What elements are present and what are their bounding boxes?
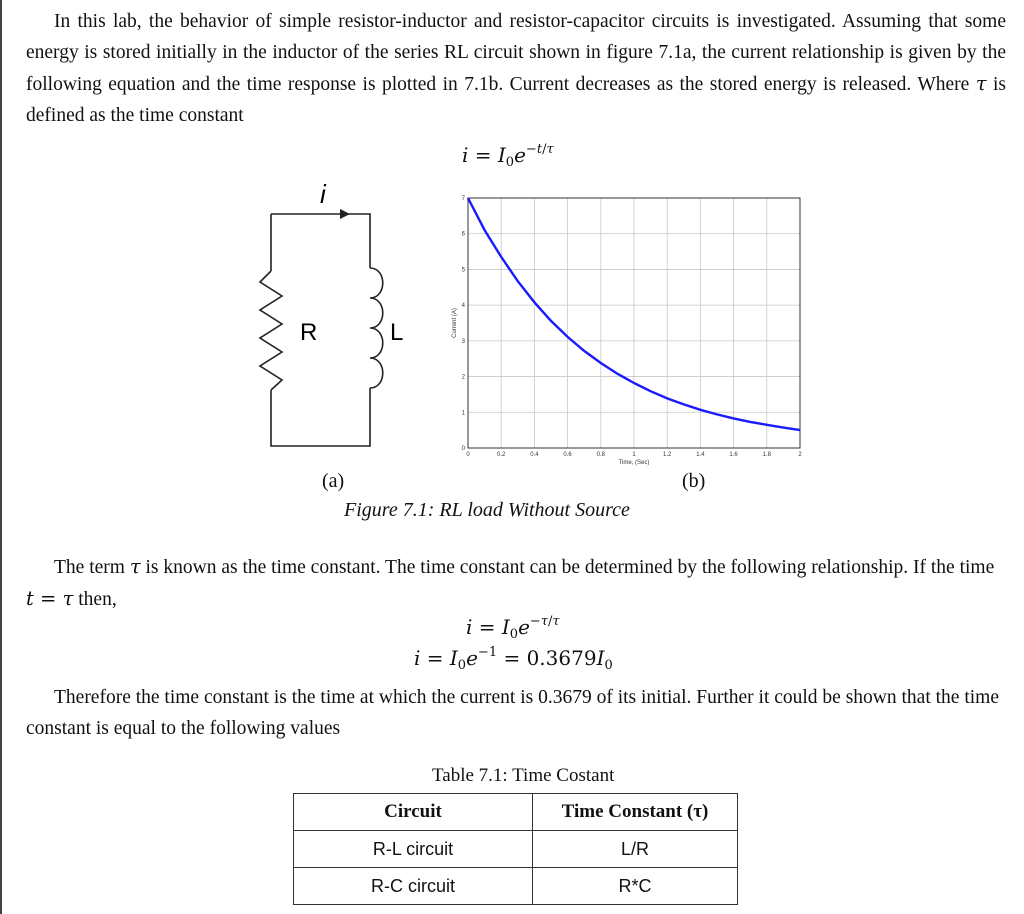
tau-symbol: τ xyxy=(129,555,141,578)
y-tick-label: 0 xyxy=(461,446,465,452)
cell-rc-value: R*C xyxy=(533,868,738,905)
x-tick-label: 1.6 xyxy=(729,452,738,458)
x-tick-label: 0.2 xyxy=(497,452,506,458)
decay-value: 0.3679 xyxy=(526,646,597,670)
page-left-border xyxy=(0,0,2,914)
x-tick-label: 0 xyxy=(466,452,470,458)
y-tick-label: 7 xyxy=(461,196,465,202)
equation-2: $i = I_0e^{-\tau/\tau}$ xyxy=(466,614,560,642)
figure-caption: Figure 7.1: RL load Without Source xyxy=(344,499,630,521)
intro-paragraph xyxy=(26,6,1006,131)
y-tick-label: 1 xyxy=(461,410,465,417)
resistor-zigzag xyxy=(260,271,282,390)
cell-rl-value: L/R xyxy=(533,831,738,868)
intro-text-end: is defined as the time constant xyxy=(26,74,1007,126)
x-tick-label: 1.4 xyxy=(696,452,705,458)
table-caption: Table 7.1: Time Costant xyxy=(432,765,615,786)
header-time-constant: Time Constant (τ) xyxy=(533,794,738,831)
header-circuit: Circuit xyxy=(294,794,533,831)
y-axis-label: Current (A) xyxy=(452,308,458,338)
x-tick-label: 1.8 xyxy=(762,452,771,458)
x-tick-label: 0.4 xyxy=(530,452,539,458)
inductor-label: L xyxy=(390,319,404,346)
y-tick-label: 3 xyxy=(461,338,465,345)
time-constant-paragraph xyxy=(26,551,1006,615)
y-tick-label: 4 xyxy=(461,303,465,310)
intro-text: In this lab, the behavior of simple resistor-inductor and resistor-capacitor circuits is investigated. Assuming that some energy is stored initially in the inductor of the series RL circuit shown in figure 7.1a, the current relationship is given by the following equation and the time response is plotted in 7.1b. Current decreases as the stored energy is released. Where xyxy=(26,11,1006,95)
cell-rl-circuit: R-L circuit xyxy=(294,831,533,868)
y-tick-label: 5 xyxy=(461,267,465,274)
x-axis-label: Time, (Sec) xyxy=(618,460,650,466)
x-tick-label: 1 xyxy=(632,452,636,458)
p2-text-mid: is known as the time constant. The time constant can be determined by the following relationship. If the time xyxy=(145,557,995,578)
inductor-coil xyxy=(370,268,383,388)
time-constant-table xyxy=(293,793,738,905)
cell-rc-circuit: R-C circuit xyxy=(294,868,533,905)
conclusion-paragraph: Therefore the time constant is the time at which the current is 0.3679 of its initial. Further it could be shown that the time constant is equal to the following values xyxy=(26,687,999,739)
p2-text-end: then, xyxy=(78,589,117,610)
equation-1: $i = I_0e^{-t/\tau}$ xyxy=(462,142,554,170)
table-row xyxy=(294,868,738,905)
table-row xyxy=(294,831,738,868)
table-header-row xyxy=(294,794,738,831)
rl-circuit-diagram xyxy=(240,178,420,458)
resistor-label: R xyxy=(300,319,318,346)
subfigure-b-label: (b) xyxy=(682,470,706,492)
current-decay-chart xyxy=(444,186,814,466)
tau-symbol: τ xyxy=(975,72,987,95)
current-label: i xyxy=(320,179,326,209)
x-tick-label: 2 xyxy=(798,452,802,458)
x-tick-label: 1.2 xyxy=(663,452,672,458)
bottom-wire xyxy=(271,388,370,446)
subfigure-a-label: (a) xyxy=(322,470,345,492)
y-tick-label: 6 xyxy=(461,231,465,238)
x-tick-label: 0.6 xyxy=(563,452,572,458)
p2-text-start: The term xyxy=(54,557,125,578)
t-equals-tau: t = τ xyxy=(26,587,74,610)
current-arrow-icon xyxy=(340,209,350,219)
top-wire xyxy=(271,214,370,268)
y-tick-label: 2 xyxy=(461,374,465,381)
equation-3: $i = I_0e^{-1} = 0.3679I_0$ xyxy=(414,645,613,673)
x-tick-label: 0.8 xyxy=(596,452,605,458)
